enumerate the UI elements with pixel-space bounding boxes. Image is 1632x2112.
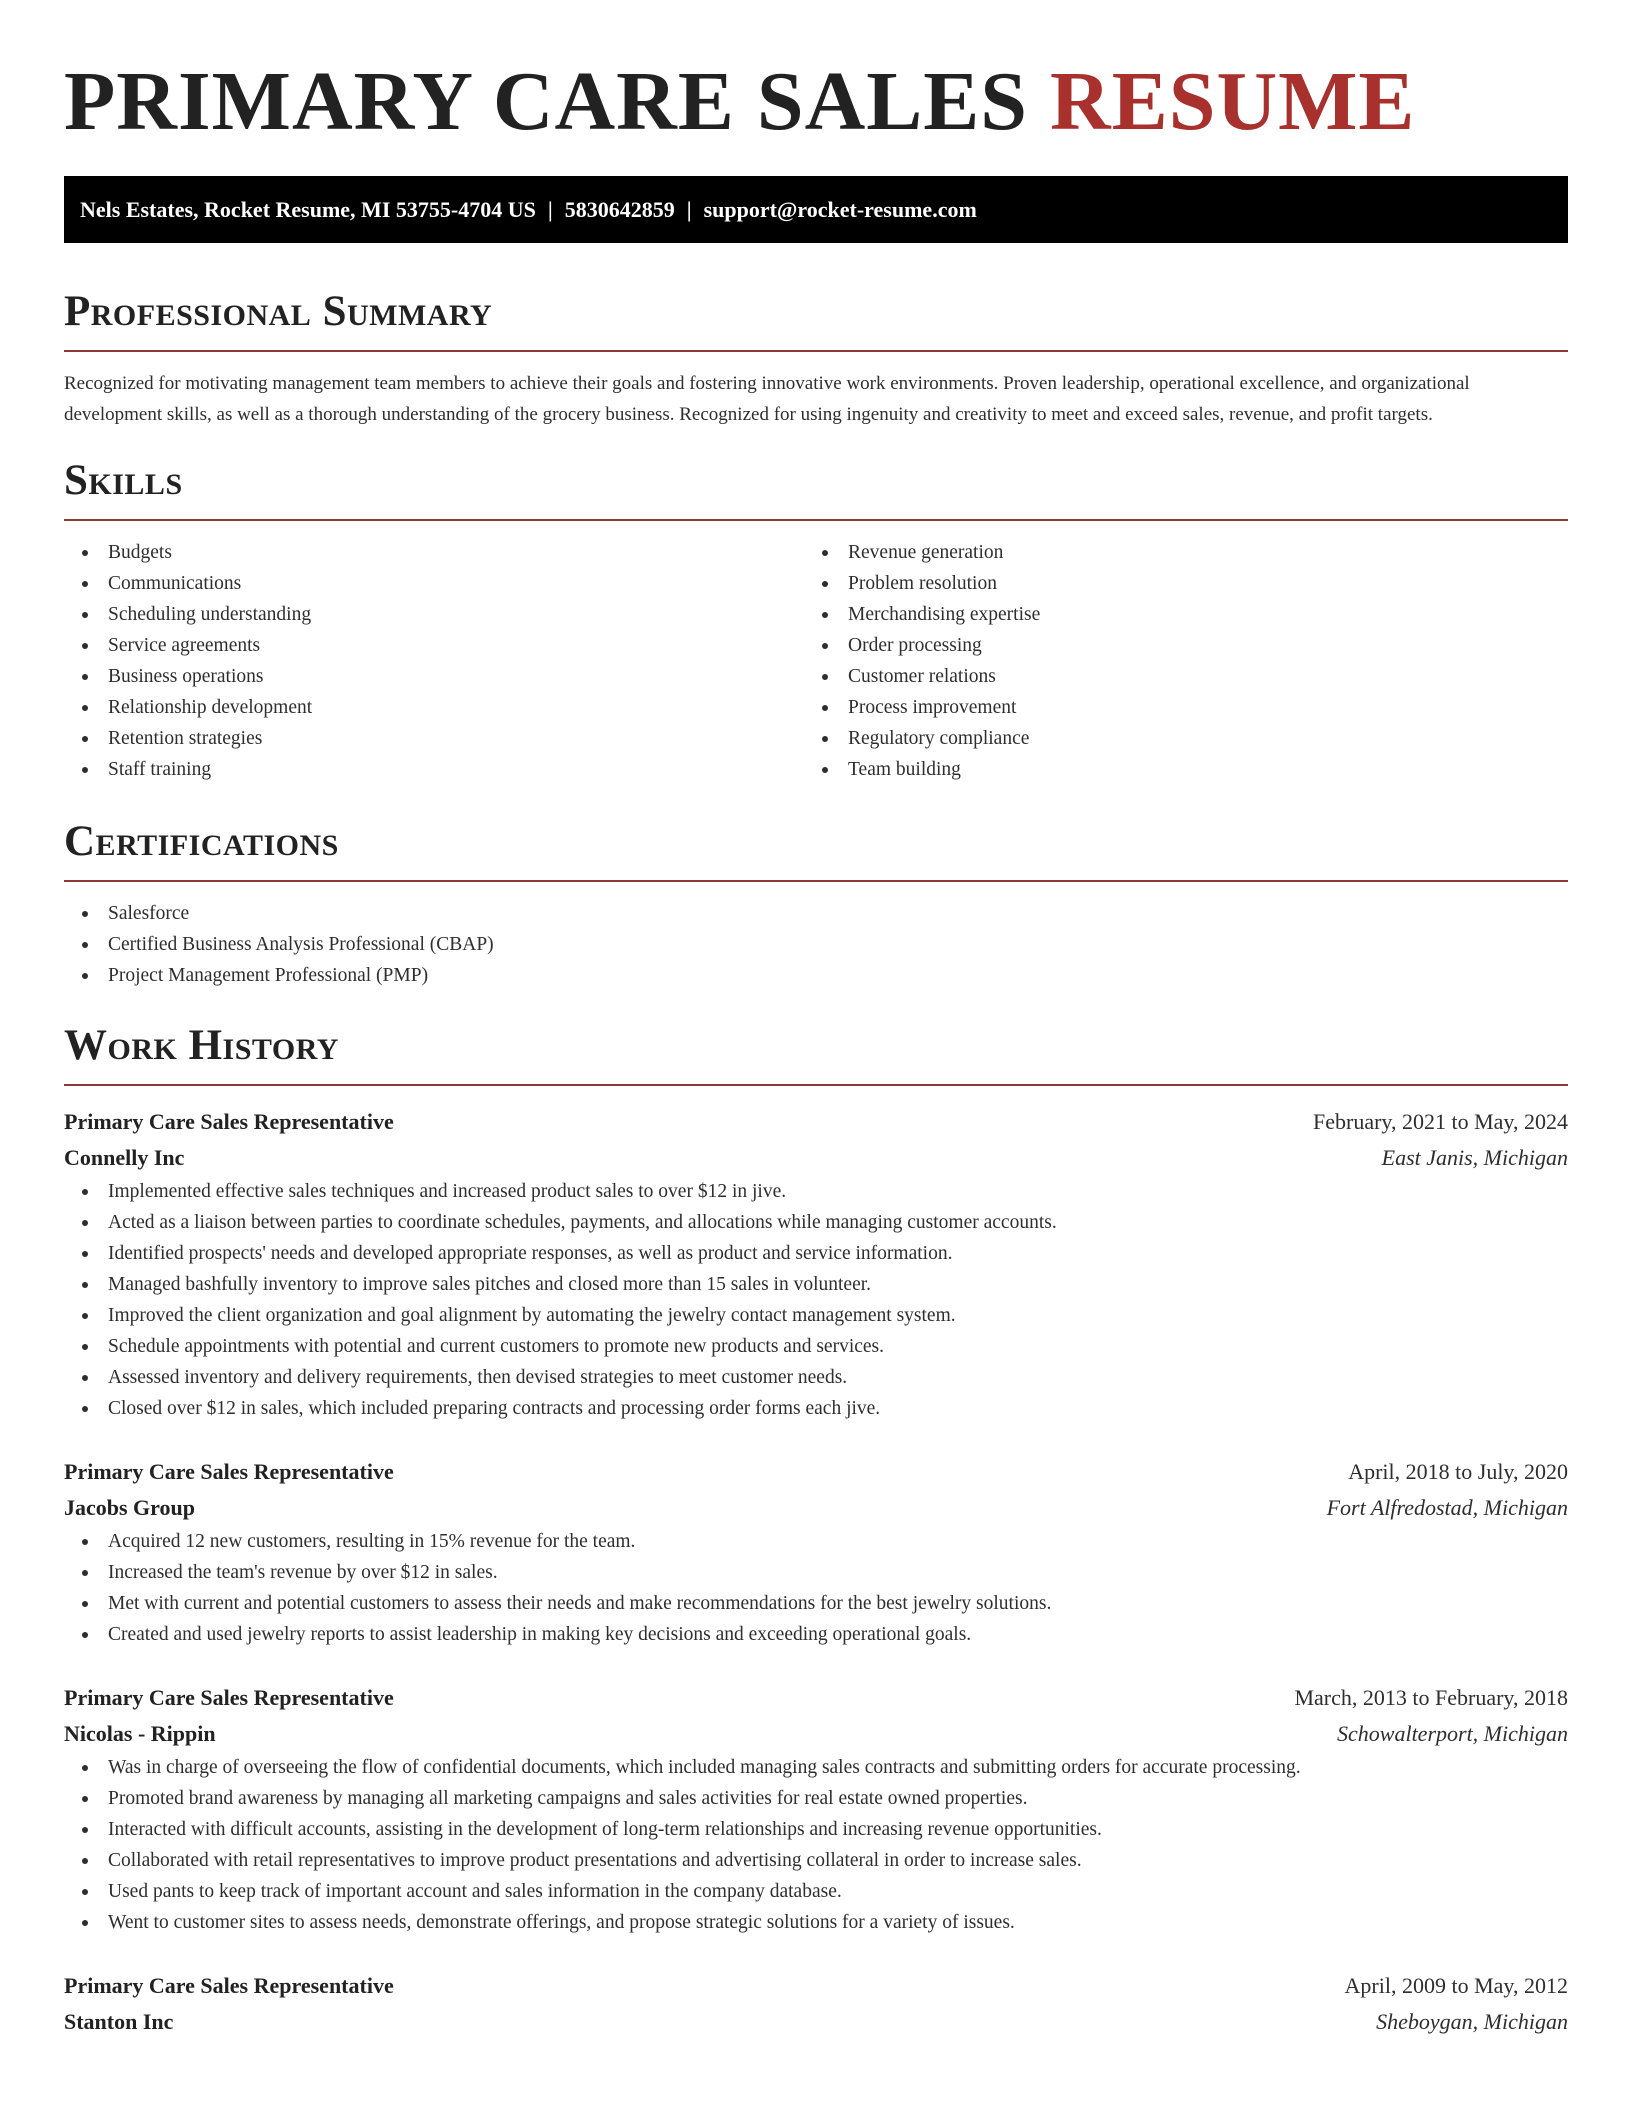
job-company: Connelly Inc: [64, 1145, 185, 1170]
skills-column-left: [64, 537, 804, 785]
job-subheader: [64, 1140, 1568, 1176]
job-company: Stanton Inc: [64, 2009, 174, 2034]
job-location: East Janis, Michigan: [1381, 1145, 1568, 1170]
job-bullet: Identified prospects' needs and developed appropriate responses, as well as product and service information.: [64, 1238, 1568, 1269]
job-header: [64, 1104, 1568, 1140]
job-bullet: Closed over $12 in sales, which included preparing contracts and processing order forms each jive.: [64, 1393, 1568, 1424]
job-bullet: Created and used jewelry reports to assist leadership in making key decisions and exceeding operational goals.: [64, 1619, 1568, 1650]
job-bullet: Used pants to keep track of important account and sales information in the company database.: [64, 1876, 1568, 1907]
job-subheader: [64, 2004, 1568, 2040]
job-bullet: Implemented effective sales techniques and increased product sales to over $12 in jive.: [64, 1176, 1568, 1207]
skill-item: Scheduling understanding: [64, 599, 804, 630]
job-bullet: Met with current and potential customers to assess their needs and make recommendations for the best jewelry solutions.: [64, 1588, 1568, 1619]
job-dates: March, 2013 to February, 2018: [1294, 1685, 1568, 1710]
skill-item: Budgets: [64, 537, 804, 568]
job-company: Nicolas - Rippin: [64, 1721, 216, 1746]
certifications-section: [64, 817, 1568, 991]
certification-item: Salesforce: [64, 898, 1568, 929]
skill-item: Relationship development: [64, 692, 804, 723]
section-divider: [64, 519, 1568, 521]
job-header: [64, 1968, 1568, 2004]
job-entry: [64, 1104, 1568, 1424]
job-location: Sheboygan, Michigan: [1376, 2009, 1568, 2034]
skill-item: Order processing: [804, 630, 1544, 661]
job-title: Primary Care Sales Representative: [64, 1973, 394, 1998]
contact-email[interactable]: support@rocket-resume.com: [703, 197, 977, 222]
title-accent: RESUME: [1050, 55, 1416, 148]
job-dates: April, 2018 to July, 2020: [1348, 1459, 1568, 1484]
job-bullet-list: [64, 1526, 1568, 1650]
skills-section: [64, 456, 1568, 785]
job-company: Jacobs Group: [64, 1495, 196, 1520]
job-title: Primary Care Sales Representative: [64, 1459, 394, 1484]
job-bullet: Increased the team's revenue by over $12 in sales.: [64, 1557, 1568, 1588]
job-entry: [64, 1680, 1568, 1938]
job-bullet: Managed bashfully inventory to improve sales pitches and closed more than 15 sales in volunteer.: [64, 1269, 1568, 1300]
job-header: [64, 1680, 1568, 1716]
skills-heading: Skills: [64, 457, 183, 504]
skill-item: Customer relations: [804, 661, 1544, 692]
work-history-section: [64, 1021, 1568, 2040]
job-bullet: Was in charge of overseeing the flow of confidential documents, which included managing sales contracts and submitting orders for accurate processing.: [64, 1752, 1568, 1783]
job-dates: February, 2021 to May, 2024: [1313, 1109, 1568, 1134]
contact-bar: [64, 176, 1568, 243]
job-header: [64, 1454, 1568, 1490]
section-divider: [64, 350, 1568, 352]
certification-item: Project Management Professional (PMP): [64, 960, 1568, 991]
skill-item: Merchandising expertise: [804, 599, 1544, 630]
job-subheader: [64, 1490, 1568, 1526]
skill-item: Service agreements: [64, 630, 804, 661]
job-entry: [64, 1968, 1568, 2040]
contact-separator: |: [686, 197, 692, 222]
contact-address: Nels Estates, Rocket Resume, MI 53755-4704 US: [80, 197, 536, 222]
certifications-list: [64, 898, 1568, 991]
section-divider: [64, 1084, 1568, 1086]
skill-item: Problem resolution: [804, 568, 1544, 599]
work-history-heading: Work History: [64, 1022, 339, 1069]
skill-item: Team building: [804, 754, 1544, 785]
job-title: Primary Care Sales Representative: [64, 1109, 394, 1134]
job-title: Primary Care Sales Representative: [64, 1685, 394, 1710]
job-bullet: Collaborated with retail representatives to improve product presentations and advertising collateral in order to increase sales.: [64, 1845, 1568, 1876]
job-bullet: Improved the client organization and goal alignment by automating the jewelry contact management system.: [64, 1300, 1568, 1331]
certifications-heading: Certifications: [64, 818, 339, 865]
summary-heading: Professional Summary: [64, 288, 493, 335]
job-location: Fort Alfredostad, Michigan: [1326, 1495, 1568, 1520]
job-bullet: Went to customer sites to assess needs, demonstrate offerings, and propose strategic solutions for a variety of issues.: [64, 1907, 1568, 1938]
contact-phone: 5830642859: [564, 197, 675, 222]
skills-column-right: [804, 537, 1544, 785]
job-bullet: Interacted with difficult accounts, assisting in the development of long-term relationships and increasing revenue opportunities.: [64, 1814, 1568, 1845]
skills-list-right: [804, 537, 1544, 785]
skills-grid: [64, 537, 1568, 785]
summary-section: [64, 287, 1568, 430]
job-bullet: Acted as a liaison between parties to coordinate schedules, payments, and allocations while managing customer accounts.: [64, 1207, 1568, 1238]
skill-item: Business operations: [64, 661, 804, 692]
job-bullet: Promoted brand awareness by managing all marketing campaigns and sales activities for real estate owned properties.: [64, 1783, 1568, 1814]
skill-item: Communications: [64, 568, 804, 599]
skill-item: Process improvement: [804, 692, 1544, 723]
contact-separator: |: [547, 197, 553, 222]
skill-item: Revenue generation: [804, 537, 1544, 568]
section-divider: [64, 880, 1568, 882]
job-subheader: [64, 1716, 1568, 1752]
skills-list-left: [64, 537, 804, 785]
job-location: Schowalterport, Michigan: [1337, 1721, 1568, 1746]
summary-text: Recognized for motivating management team members to achieve their goals and fostering innovative work environments. Proven leadership, operational excellence, and organizational development skills, as well as a thorough understanding of the grocery business. Recognized for using ingenuity and creativity to meet and exceed sales, revenue, and profit targets.: [64, 373, 1470, 425]
job-entry: [64, 1454, 1568, 1650]
title-main: PRIMARY CARE SALES: [64, 55, 1029, 148]
skill-item: Staff training: [64, 754, 804, 785]
resume-title: [64, 0, 1568, 152]
skill-item: Regulatory compliance: [804, 723, 1544, 754]
job-bullet: Schedule appointments with potential and current customers to promote new products and services.: [64, 1331, 1568, 1362]
job-bullet-list: [64, 1176, 1568, 1424]
job-bullet-list: [64, 1752, 1568, 1938]
job-bullet: Acquired 12 new customers, resulting in 15% revenue for the team.: [64, 1526, 1568, 1557]
job-bullet: Assessed inventory and delivery requirements, then devised strategies to meet customer needs.: [64, 1362, 1568, 1393]
skill-item: Retention strategies: [64, 723, 804, 754]
job-dates: April, 2009 to May, 2012: [1344, 1973, 1568, 1998]
certification-item: Certified Business Analysis Professional (CBAP): [64, 929, 1568, 960]
